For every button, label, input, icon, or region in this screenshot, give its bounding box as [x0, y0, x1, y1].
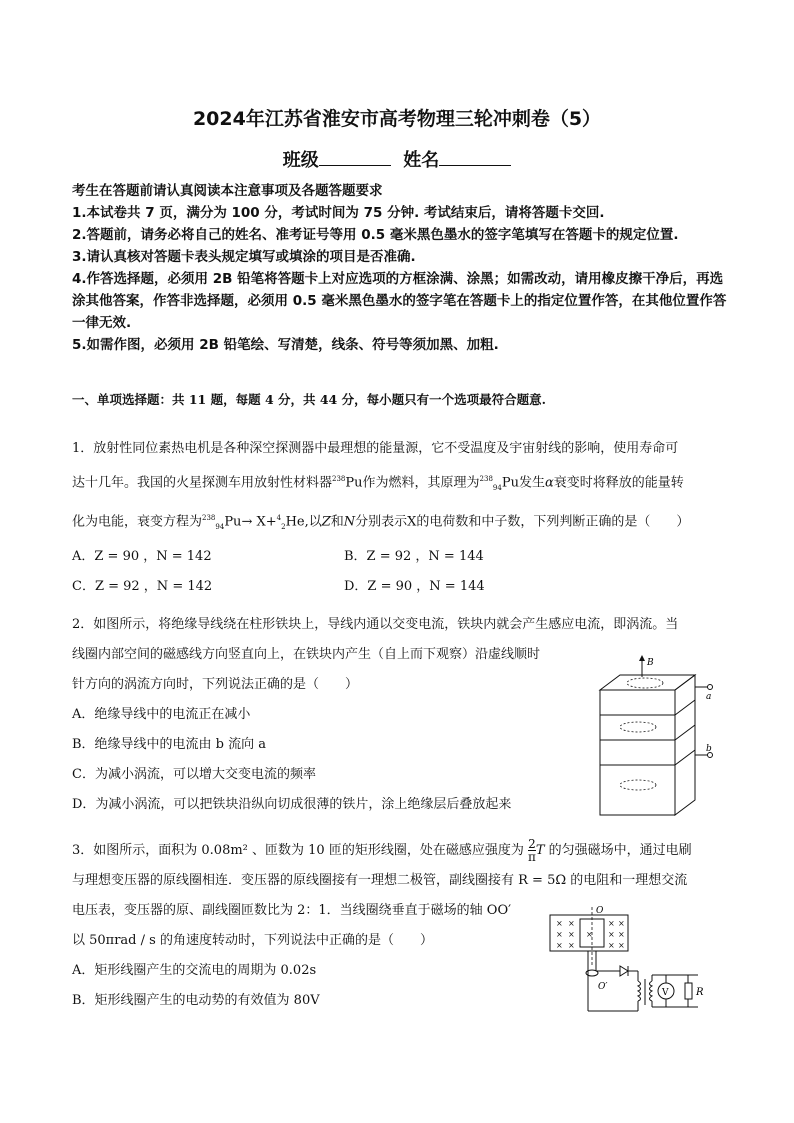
note-item: 2.答题前，请务必将自己的姓名、准考证号等用 0.5 毫米黑色墨水的签字笔填写在答题卡的规定位置. — [72, 227, 679, 243]
pu-charge: 94 — [492, 483, 502, 492]
svg-text:×: × — [608, 919, 615, 928]
q1-line3 — [72, 503, 724, 542]
q1-text: ,以 — [304, 514, 322, 530]
q1-options-row-1 — [72, 542, 724, 572]
block-side-face — [675, 675, 695, 815]
eddy-current-figure — [590, 655, 720, 825]
svg-text:×: × — [556, 941, 563, 950]
q3-line1 — [72, 836, 724, 866]
q1-text: 达十几年。我国的火星探测车用放射性材料器 — [72, 475, 333, 491]
name-blank — [439, 149, 511, 166]
pu-symbol: Pu — [345, 475, 363, 491]
q1-text: 作为燃料，其原理为 — [362, 475, 480, 491]
unit-tesla: T — [535, 843, 545, 858]
q2-line2: 线圈内部空间的磁感线方向竖直向上，在铁块内产生（自上而下观察）沿虚线顺时 — [72, 647, 541, 662]
svg-text:×: × — [556, 919, 563, 928]
section-heading: 一、单项选择题：共 11 题，每题 4 分，共 44 分，每小题只有一个选项最符合题意. — [72, 392, 546, 407]
note-item: 4.作答选择题，必须用 2B 铅笔将答题卡上对应选项的方框涂满、涂黑；如需改动，请用橡皮擦干净后，再选涂其他答案，作答非选择题，必须用 0.5 毫米黑色墨水的签字笔在答题卡上的指定位置作答，在其他位置作答一律无效. — [72, 271, 727, 331]
label-voltmeter: V — [662, 988, 669, 998]
q1-text: → X+ — [241, 514, 277, 530]
q1-text: 衰变时将释放的能量转 — [553, 475, 684, 491]
question-1 — [72, 434, 724, 602]
option-a[interactable]: A．Z = 90 ，N = 142 — [72, 548, 212, 564]
transformer-figure — [548, 905, 708, 1015]
q3-text: 3．如图所示，面积为 0.08m² 、匝数为 10 匝的矩形线圈，处在磁感应强度为 — [72, 843, 524, 858]
he-symbol: He — [285, 514, 305, 530]
pu-isotope — [332, 464, 363, 498]
option-b[interactable]: B．矩形线圈产生的电动势的有效值为 80V — [72, 993, 320, 1008]
svg-text:×: × — [586, 930, 593, 939]
svg-text:×: × — [568, 941, 575, 950]
q1-line1: 1．放射性同位素热电机是各种深空探测器中最理想的能量源，它不受温度及宇宙射线的影响，使用寿命可 — [72, 441, 679, 456]
svg-text:×: × — [618, 919, 625, 928]
option-c[interactable]: C．为减小涡流，可以增大交变电流的频率 — [72, 767, 316, 782]
q1-text: 化为电能，衰变方程为 — [72, 514, 203, 530]
pu-symbol: Pu — [501, 475, 519, 491]
q1-text: 发生 — [518, 475, 545, 491]
q1-options-row-2 — [72, 572, 724, 602]
note-item: 3.请认真核对答题卡表头规定填写或填涂的项目是否准确. — [72, 249, 416, 265]
exam-notes — [72, 180, 732, 356]
alpha-symbol: α — [544, 475, 554, 491]
pu-mass: 238 — [332, 475, 346, 483]
label-b: b — [706, 744, 712, 754]
fraction — [528, 838, 536, 863]
eddy-loop — [620, 780, 656, 790]
svg-text:×: × — [608, 941, 615, 950]
block-front-face — [600, 690, 675, 815]
option-a[interactable]: A．矩形线圈产生的交流电的周期为 0.02s — [72, 963, 317, 978]
option-b[interactable]: B．Z = 92 ，N = 144 — [344, 548, 484, 564]
label-a: a — [706, 692, 712, 702]
terminal-a — [708, 685, 713, 690]
pu-mass: 238 — [202, 513, 216, 522]
class-blank — [319, 149, 391, 166]
note-item: 1.本试卷共 7 页，满分为 100 分，考试时间为 75 分钟. 考试结束后，请将答题卡交回. — [72, 205, 605, 221]
option-d[interactable]: D．为减小涡流，可以把铁块沿纵向切成很薄的铁片，涂上绝缘层后叠放起来 — [72, 797, 512, 812]
field-crosses — [556, 919, 625, 950]
svg-text:×: × — [618, 941, 625, 950]
q1-text: 和 — [330, 514, 344, 530]
page-title: 2024年江苏省淮安市高考物理三轮冲刺卷（5） — [192, 108, 602, 130]
label-o-prime: O′ — [598, 982, 608, 992]
note-item: 5.如需作图，必须用 2B 铅笔绘、写清楚，线条、符号等须加黑、加粗. — [72, 337, 499, 353]
primary-coil — [638, 981, 641, 1001]
resistor — [685, 983, 692, 999]
option-c[interactable]: C．Z = 92 ，N = 142 — [72, 578, 213, 594]
name-label: 姓名 — [403, 150, 440, 171]
svg-text:×: × — [568, 930, 575, 939]
option-b[interactable]: B．绝缘导线中的电流由 b 流向 a — [72, 737, 267, 752]
q2-line1: 2．如图所示，将绝缘导线绕在柱形铁块上，导线内通以交变电流，铁块内就会产生感应电流，即涡流。当 — [72, 617, 679, 632]
option-a[interactable]: A．绝缘导线中的电流正在减小 — [72, 707, 251, 722]
pu-symbol: Pu — [224, 514, 242, 530]
q1-text: 分别表示X的电荷数和中子数，下列判断正确的是（ ） — [355, 514, 690, 530]
var-z: Z — [321, 514, 331, 530]
he-charge: 2 — [281, 522, 286, 531]
q3-line4: 以 50πrad / s 的角速度转动时，下列说法中正确的是（ ） — [72, 933, 433, 948]
pu-isotope — [480, 464, 519, 503]
eddy-loop — [627, 678, 663, 688]
option-d[interactable]: D．Z = 90 ，N = 144 — [344, 578, 485, 594]
label-b-field: B — [647, 658, 654, 668]
pu-isotope — [202, 503, 241, 542]
svg-text:×: × — [568, 919, 575, 928]
fraction-denominator: π — [527, 850, 536, 864]
notes-heading: 考生在答题前请认真阅读本注意事项及各题答题要求 — [72, 183, 383, 199]
pu-mass: 238 — [479, 475, 493, 483]
var-n: N — [343, 514, 356, 530]
eddy-loop — [620, 722, 656, 732]
q3-text: 的匀强磁场中，通过电刷 — [548, 843, 692, 858]
label-o: O — [596, 906, 604, 916]
he-isotope — [277, 503, 305, 542]
q1-line2 — [72, 464, 724, 503]
svg-text:×: × — [618, 930, 625, 939]
svg-text:×: × — [608, 930, 615, 939]
pu-charge: 94 — [215, 522, 225, 531]
class-label: 班级 — [282, 150, 319, 171]
svg-text:×: × — [556, 930, 563, 939]
he-mass: 4 — [276, 513, 282, 522]
class-name-line — [0, 146, 794, 172]
label-resistor: R — [696, 987, 704, 998]
q3-line2: 与理想变压器的原线圈相连．变压器的原线圈接有一理想二极管，副线圈接有 R = 5Ω 的电阻和一理想交流 — [72, 873, 688, 888]
diode — [620, 966, 628, 976]
q2-line3: 针方向的涡流方向时，下列说法正确的是（ ） — [72, 677, 359, 692]
b-field-arrowhead — [639, 655, 645, 661]
secondary-coil — [650, 981, 653, 1001]
q3-line3: 电压表，变压器的原、副线圈匝数比为 2：1．当线圈绕垂直于磁场的轴 OO′ — [72, 903, 512, 918]
fraction-numerator: 2 — [528, 837, 536, 851]
